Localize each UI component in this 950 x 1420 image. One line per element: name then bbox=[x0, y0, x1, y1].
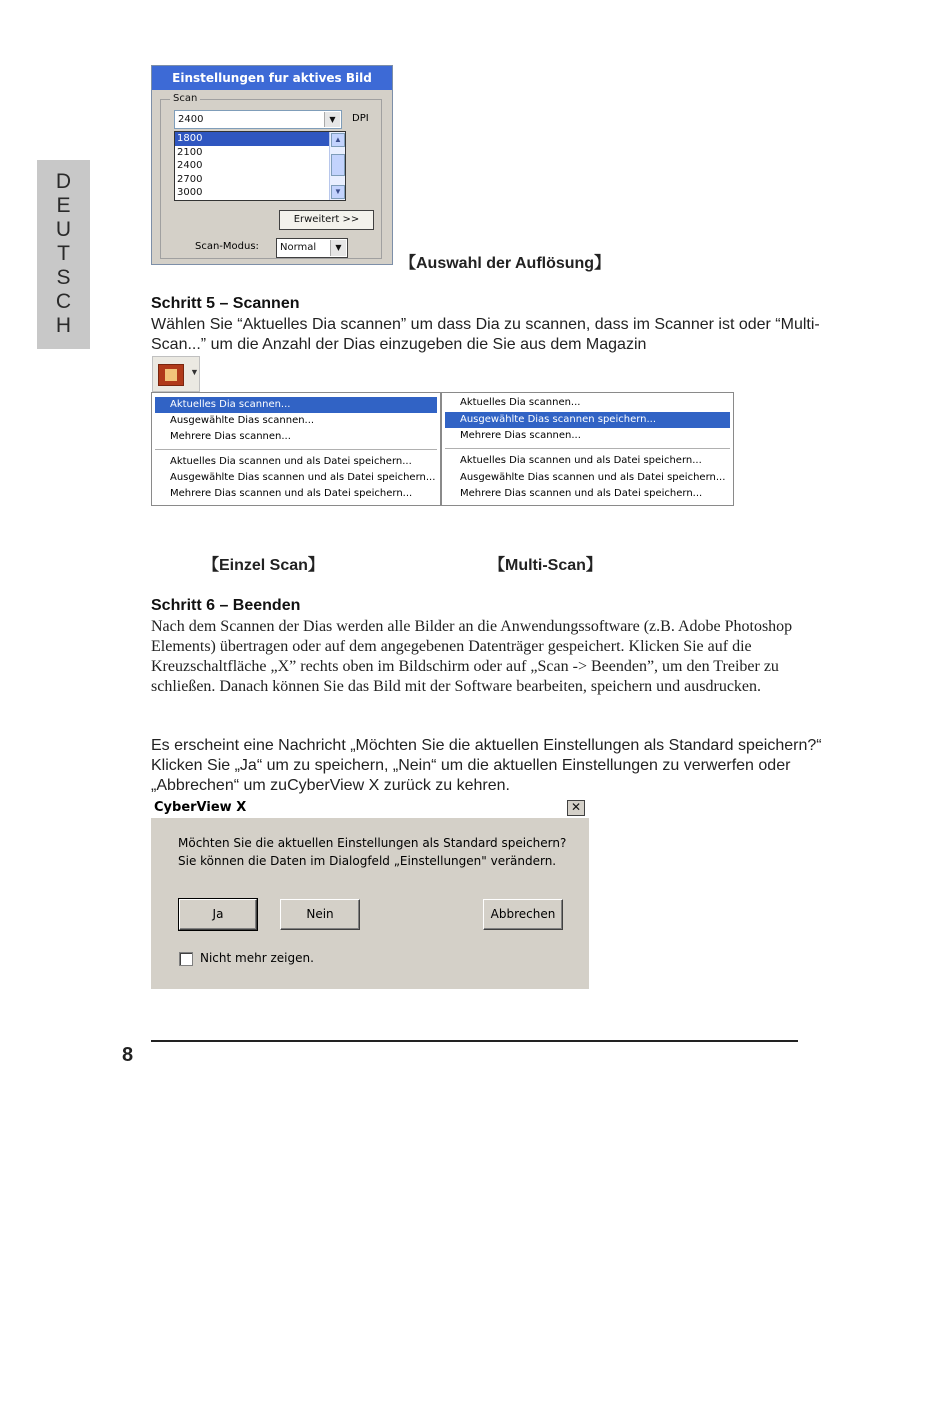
side-tab-letter: D bbox=[55, 170, 72, 193]
side-tab-letter: H bbox=[55, 314, 72, 337]
dpi-options-list[interactable] bbox=[174, 131, 346, 201]
chevron-down-icon[interactable]: ▼ bbox=[190, 367, 199, 377]
step5-heading: Schritt 5 – Scannen bbox=[151, 295, 300, 312]
dialog-title: Einstellungen fur aktives Bild bbox=[152, 66, 392, 90]
footer-rule bbox=[151, 1040, 798, 1042]
caption-resolution: 【Auswahl der Auflösung】 bbox=[400, 255, 611, 272]
chevron-down-icon[interactable]: ▼ bbox=[330, 240, 346, 256]
menu-item[interactable]: Mehrere Dias scannen und als Datei speichern... bbox=[460, 488, 703, 499]
list-item[interactable]: 1800 bbox=[175, 132, 345, 146]
step5-text: Wählen Sie “Aktuelles Dia scannen” um dass Dia zu scannen, dass im Scanner ist oder “Multi-Scan...” um die Anzahl der Dias einzugeben die Sie aus dem Magazin bbox=[151, 316, 820, 353]
dialog-title: CyberView X bbox=[154, 800, 247, 815]
cancel-button[interactable]: Abbrechen bbox=[483, 899, 563, 930]
list-scrollbar[interactable] bbox=[329, 132, 345, 200]
dpi-combobox[interactable] bbox=[174, 110, 342, 129]
step6-message-paragraph: Es erscheint eine Nachricht „Möchten Sie die aktuellen Einstellungen als Standard speichern?“ Klicken Sie „Ja“ um zu speichern, „Nein“ um die aktuellen Einstellungen zu verwerfen oder „Abbrechen“ um zuCyberView X zurück zu kehren. bbox=[151, 737, 822, 794]
step6-heading: Schritt 6 – Beenden bbox=[151, 597, 301, 614]
menu-separator bbox=[445, 448, 730, 449]
side-tab-letter: E bbox=[56, 194, 71, 217]
scroll-up-icon[interactable]: ▲ bbox=[331, 133, 345, 147]
list-item[interactable]: 3000 bbox=[177, 187, 203, 198]
dpi-unit-label: DPI bbox=[352, 113, 369, 124]
menu-item[interactable]: Mehrere Dias scannen... bbox=[460, 430, 581, 441]
scan-toolbar-button[interactable] bbox=[152, 356, 200, 392]
menu-item[interactable]: Aktuelles Dia scannen und als Datei speichern... bbox=[170, 456, 412, 467]
menu-item[interactable]: Mehrere Dias scannen... bbox=[170, 431, 291, 442]
scan-mode-combobox[interactable] bbox=[276, 238, 348, 258]
cyberview-save-dialog bbox=[151, 797, 589, 989]
caption-single-scan: 【Einzel Scan】 bbox=[203, 557, 324, 574]
side-tab-letter: T bbox=[57, 242, 70, 265]
menu-item[interactable]: Aktuelles Dia scannen und als Datei speichern... bbox=[460, 455, 702, 466]
menu-item[interactable]: Aktuelles Dia scannen... bbox=[460, 397, 581, 408]
no-button[interactable]: Nein bbox=[280, 899, 360, 930]
advanced-button[interactable]: Erweitert >> bbox=[279, 210, 374, 230]
step6-paragraph: Nach dem Scannen der Dias werden alle Bilder an die Anwendungssoftware (z.B. Adobe Photoshop Elements) übertragen oder auf dem angegebenen Datenträger gespeichert. Klicken Sie auf die Kreuzschaltfläche „X” rechts oben im Bildschirm oder auf „Scan -> Beenden”, um den Treiber zu schließen. Danach können Sie das Bild mit der Software bearbeiten, speichern und ausdrucken. bbox=[151, 618, 793, 695]
scroll-down-icon[interactable]: ▼ bbox=[331, 185, 345, 199]
scan-group-label: Scan bbox=[170, 93, 200, 104]
checkbox-label: Nicht mehr zeigen. bbox=[200, 951, 314, 965]
list-item[interactable]: 2700 bbox=[177, 173, 203, 185]
list-item[interactable]: 2400 bbox=[177, 160, 203, 171]
film-icon bbox=[158, 364, 184, 386]
menu-item[interactable]: Ausgewählte Dias scannen speichern... bbox=[445, 412, 730, 428]
side-tab-letter: S bbox=[56, 266, 71, 289]
scan-mode-value: Normal bbox=[280, 242, 317, 253]
menu-item[interactable]: Ausgewählte Dias scannen und als Datei speichern... bbox=[460, 472, 726, 483]
dpi-value: 2400 bbox=[178, 114, 204, 125]
page-number: 8 bbox=[122, 1044, 134, 1066]
side-tab-letter: U bbox=[55, 218, 72, 241]
menu-item[interactable]: Mehrere Dias scannen und als Datei speichern... bbox=[170, 488, 413, 499]
menu-separator bbox=[155, 449, 437, 450]
yes-button[interactable]: Ja bbox=[179, 899, 257, 930]
chevron-down-icon[interactable]: ▼ bbox=[324, 112, 340, 127]
caption-multi-scan: 【Multi-Scan】 bbox=[489, 557, 602, 574]
scroll-thumb[interactable] bbox=[331, 154, 345, 176]
side-tab-letter: C bbox=[55, 290, 72, 313]
dont-show-again-checkbox[interactable] bbox=[179, 952, 193, 966]
list-item[interactable]: 2100 bbox=[177, 146, 203, 158]
menu-item[interactable]: Aktuelles Dia scannen... bbox=[155, 397, 437, 413]
resolution-settings-dialog bbox=[151, 65, 393, 265]
menu-item[interactable]: Ausgewählte Dias scannen... bbox=[170, 415, 315, 426]
close-icon[interactable]: ✕ bbox=[567, 800, 585, 816]
menu-item[interactable]: Ausgewählte Dias scannen und als Datei speichern... bbox=[170, 472, 436, 483]
language-side-tab bbox=[37, 160, 90, 349]
dialog-titlebar bbox=[151, 797, 589, 819]
dialog-message: Möchten Sie die aktuellen Einstellungen als Standard speichern? Sie können die Daten im Dialogfeld „Einstellungen" verändern. bbox=[178, 836, 567, 868]
single-scan-menu bbox=[151, 392, 441, 506]
scan-mode-label: Scan-Modus: bbox=[195, 241, 259, 252]
multi-scan-menu bbox=[441, 392, 734, 506]
